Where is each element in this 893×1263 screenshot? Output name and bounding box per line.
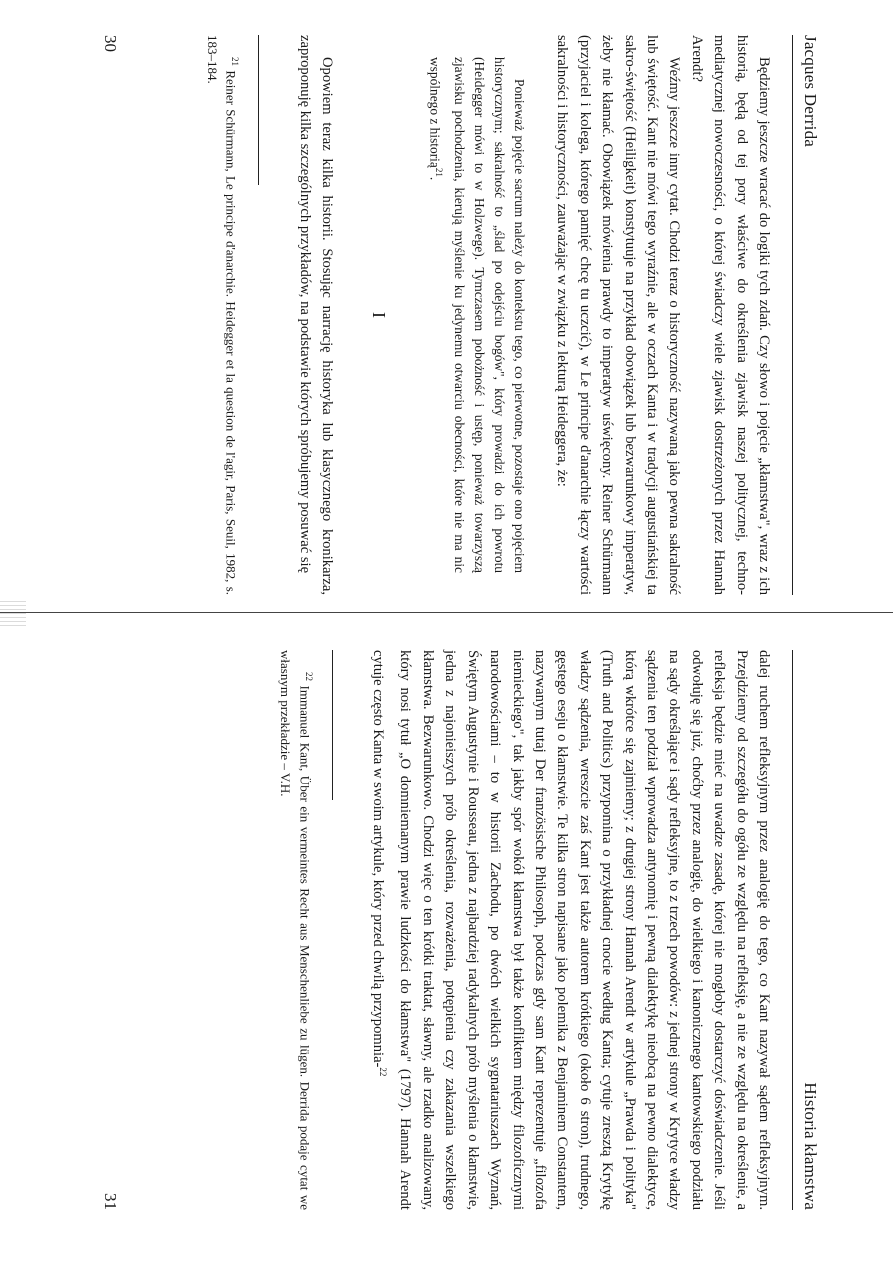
- scan-artifact: [0, 598, 26, 626]
- footnote-text: Reiner Schürmann, Le principe d'anarchie. Heidegger et la question de l'agir, Paris, Seuil, 1982, s. 183–184.: [204, 35, 239, 596]
- paragraph-text: dalej ruchem refleksyjnym przez analogię do tego, co Kant nazywał sądem refleksyjnym. Przejdziemy od szczegółu do ogółu ze względu na refleksję, a nie ze względu na określenie, a refleksja będzie mieć na uwadze zasadę, której nie mogłoby dostarczyć doświadczenie. Jeśli odwołuję się już, choćby przez analogię, do wielkiego i kanonicznego kantowskiego podziału na sądy określające i sądy refleksyjne, to z trzech powodów: z jednej strony w Krytyce władzy sądzenia ten podział wprowadza antynomię i pewną dialektykę nieobcą na pewno dialektyce, którą wkrótce się zajmiemy; z drugiej strony Hannah Arendt w artykule „Prawda i polityka" (Truth and Politics) przypomina o przykładnej cnocie według Kanta; cytuje zresztą Krytykę władzy sądzenia, wreszcie zaś Kant jest także autorem krótkiego (około 6 stron), trudnego, gęstego eseju o kłamstwie. Te kilka stron napisane jako polemika z Benjaminem Constantem, nazywanym tutaj Der französische Philosoph, podczas gdy sam Kant reprezentuje „filozofa niemieckiego", tak jakby spór wokół kłamstwa był także konfliktem między filozoficznymi narodowościami – to w historii Zachodu, po dwóch wielkich sygnatariuszach Wyznań, Świętym Augustynie i Rousseau, jedna z najbardziej radykalnych prób myślenia o kłamstwie, jedna z najonieiszych prób określenia, rozważenia, potępienia czy zakazania wszelkiego kłamstwa. Bezwarunkowo. Chodzi więc o ten krótki traktat, sławny, ale rzadko analizowany, który nosi tytuł „O domniemanym prawie ludzkości do kłamstwa" (1797). Hannah Arendt cytuje często Kanta w swoim artykule, który przed chwilą przypomnia-: [370, 650, 772, 1210]
- paragraph: [367, 650, 775, 1210]
- gutter-line: [0, 612, 893, 613]
- footnote-number: 22: [303, 672, 314, 681]
- right-page: [100, 650, 820, 1210]
- paragraph: Weźmy jeszcze inny cytat. Chodzi teraz o historyczność nazywaną jako pewna sakralność lub świętość. Kant nie mówi tego wyraźnie, ale w oczach Kanta i w tradycji augustiańskiej ta sakro-świętość (Heiligkeit) konstytuuje na przykład obowiązek lub bezwarunkowy imperatyw, żeby nie kłamać. Obowiązek mówienia prawdy to imperatyw uświęcony. Reiner Schürmann (przyjaciel i kolega, którego pamięć chcę tu uczcić), w Le principe d'anarchie łączy wartości sakralności i historyczności, zauważając w związku z lekturą Heideggera, że:: [554, 35, 683, 595]
- running-head: [798, 35, 820, 595]
- footnote-rule: [258, 35, 259, 185]
- header-rule: [792, 650, 793, 1210]
- running-head-text: Historia kłamstwa: [801, 1082, 820, 1210]
- footnote: [277, 650, 318, 1210]
- section-mark: I: [369, 312, 390, 318]
- footnote-rule: [332, 650, 333, 800]
- running-head: [798, 650, 820, 1210]
- running-head-text: Jacques Derrida: [801, 35, 820, 148]
- footnote-number: 21: [230, 57, 241, 66]
- footnote-ref: 22: [378, 1067, 389, 1077]
- paragraph: Będziemy jeszcze wracać do logiki tych zdań. Czy słowo i pojęcie „kłamstwa", wraz z ich historią, będą od tej pory właściwe do określenia zjawisk naszej politycznej, techno-mediatycznej nowoczesności, o której świadczy wiele zjawisk dostrzeżonych przez Hannah Arendt?: [688, 35, 772, 595]
- block-quote: Ponieważ pojęcie sacrum należy do kontekstu tego, co pierwotne, pozostaje ono pojęciem historycznym; sakralność to „ślad po odejściu bogów", który prowadzi do ich powrotu (Heidegger mówi to w Holzwege). Tymczasem pobożność i ustęp, ponieważ towarzyszą zjawisku pochodzenia, kierują myślenie ku jedynemu otwarciu obecności, które nie ma nic wspólnego z historią$^{21}$.: [427, 57, 527, 573]
- page-number: 30: [101, 35, 120, 52]
- footnote-text: Immanuel Kant, Über ein vermeintes Recht aus Menschenliebe zu lügen. Derrida podaje cytat we własnym przekładzie – V.H.: [278, 650, 313, 1210]
- quote-text: Ponieważ pojęcie sacrum należy do kontekstu tego, co pierwotne, pozostaje ono pojęciem historycznym; sakralność to „ślad po odejściu bogów", który prowadzi do ich powrotu (Heidegger mówi to w Holzwege). Tymczasem pobożność i ustęp, ponieważ towarzyszą zjawisku pochodzenia, kierują myślenie ku jedynemu otwarciu obecności, które nie ma nic wspólnego z historią: [427, 57, 527, 573]
- body-text: [277, 650, 776, 1210]
- paragraph: Opowiem teraz kilka historii. Stosując narrację historyka lub klasycznego kronikarza, zaproponuję kilka szczególnych przykładów, na podstawie których spróbujemy posuwać się: [296, 35, 336, 595]
- body-text: [203, 35, 775, 595]
- footnote-ref: 21: [433, 167, 444, 177]
- left-page: [100, 35, 820, 595]
- header-rule: [792, 35, 793, 595]
- page-number: 31: [101, 1193, 120, 1210]
- footnote: [203, 35, 244, 595]
